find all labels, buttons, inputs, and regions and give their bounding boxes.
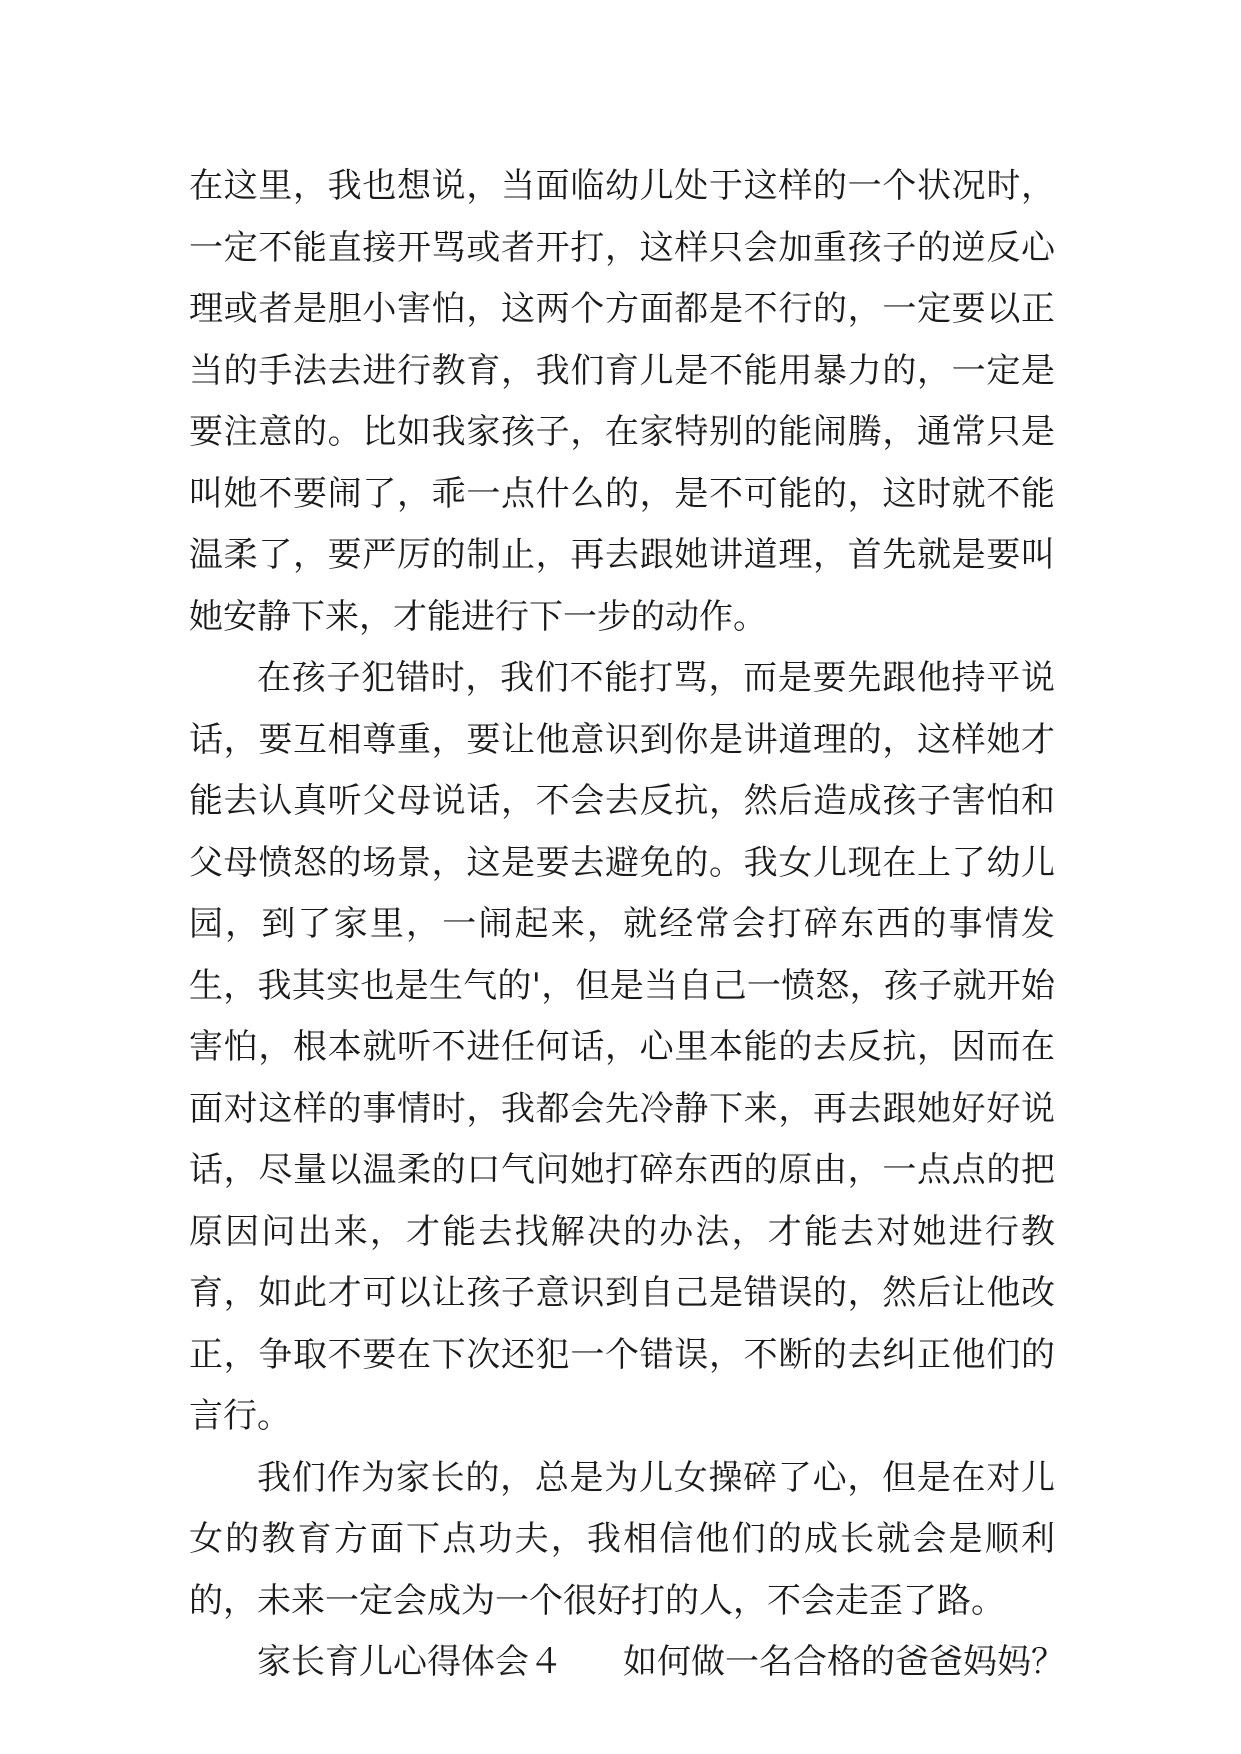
section-title: 家长育儿心得体会４ — [257, 1642, 563, 1682]
paragraph-1: 在这里，我也想说，当面临幼儿处于这样的一个状况时，一定不能直接开骂或者开打，这样只会加重孩子的逆反心理或者是胆小害怕，这两个方面都是不行的，一定要以正当的手法去进行教育，我们育儿是不能用暴力的，一定是要注意的。比如我家孩子，在家特别的能闹腾，通常只是叫她不要闹了，乖一点什么的，是不可能的，这时就不能温柔了，要严厉的制止，再去跟她讲道理，首先就是要叫她安静下来，才能进行下一步的动作。 — [189, 166, 1055, 637]
section-subtitle: 如何做一名合格的爸爸妈妈？ — [623, 1642, 1065, 1682]
section-heading — [189, 1632, 1065, 1694]
document-body — [189, 156, 1065, 1694]
paragraph-2: 在孩子犯错时，我们不能打骂，而是要先跟他持平说话，要互相尊重，要让他意识到你是讲道理的，这样她才能去认真听父母说话，不会去反抗，然后造成孩子害怕和父母愤怒的场景，这是要去避免的。我女儿现在上了幼儿园，到了家里，一闹起来，就经常会打碎东西的事情发生，我其实也是生气的'，但是当自己一愤怒，孩子就开始害怕，根本就听不进任何话，心里本能的去反抗，因而在面对这样的事情时，我都会先冷静下来，再去跟她好好说话，尽量以温柔的口气问她打碎东西的原由，一点点的把原因问出来，才能去找解决的办法，才能去对她进行教育，如此才可以让孩子意识到自己是错误的，然后让他改正，争取不要在下次还犯一个错误，不断的去纠正他们的言行。 — [189, 658, 1055, 1436]
paragraph-3: 我们作为家长的，总是为儿女操碎了心，但是在对儿女的教育方面下点功夫，我相信他们的成长就会是顺利的，未来一定会成为一个很好打的人，不会走歪了路。 — [189, 1457, 1055, 1621]
